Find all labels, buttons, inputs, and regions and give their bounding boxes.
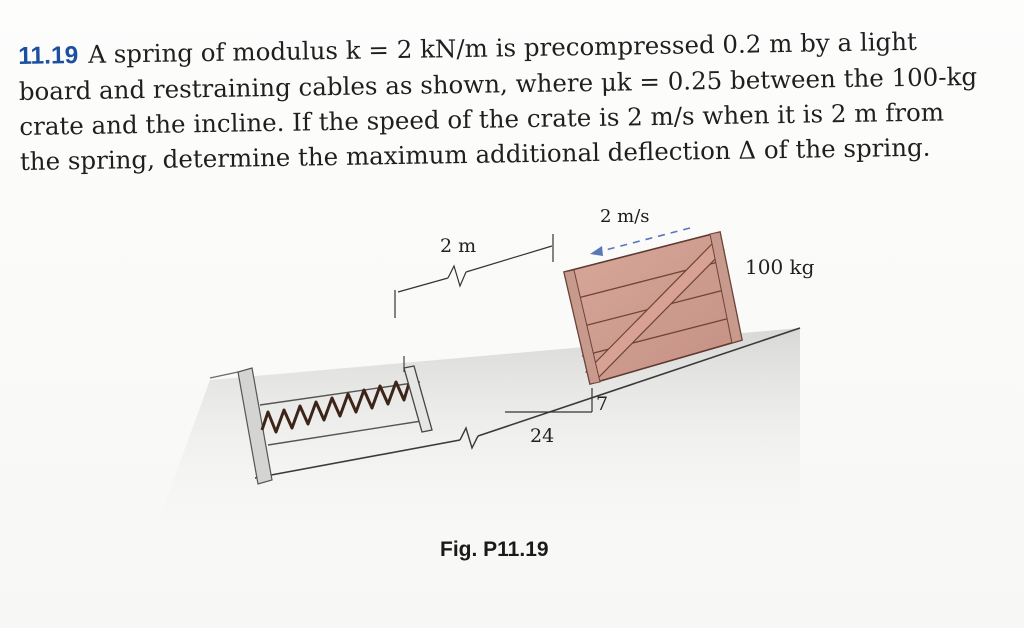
incline-figure [0,190,1024,550]
slope-run-label: 24 [530,425,555,447]
problem-text-1: A spring of modulus k = 2 kN/m is precompressed 0.2 m by a light [88,26,918,69]
mass-label: 100 kg [745,255,815,279]
problem-number: 11.19 [18,42,79,70]
problem-text-2: board and restraining cables as shown, where μk = 0.25 between the 100-kg [18,61,978,106]
distance-dimension [395,234,553,318]
problem-text-4: the spring, determine the maximum additional deflection Δ of the spring. [19,132,931,176]
figure-caption: Fig. P11.19 [440,538,549,561]
slope-rise-label: 7 [596,393,609,415]
distance-label: 2 m [440,235,477,257]
problem-statement [18,22,1010,179]
incline-surface [150,328,800,545]
speed-label: 2 m/s [600,206,650,227]
problem-text-3: crate and the incline. If the speed of the crate is 2 m/s when it is 2 m from [19,97,945,141]
